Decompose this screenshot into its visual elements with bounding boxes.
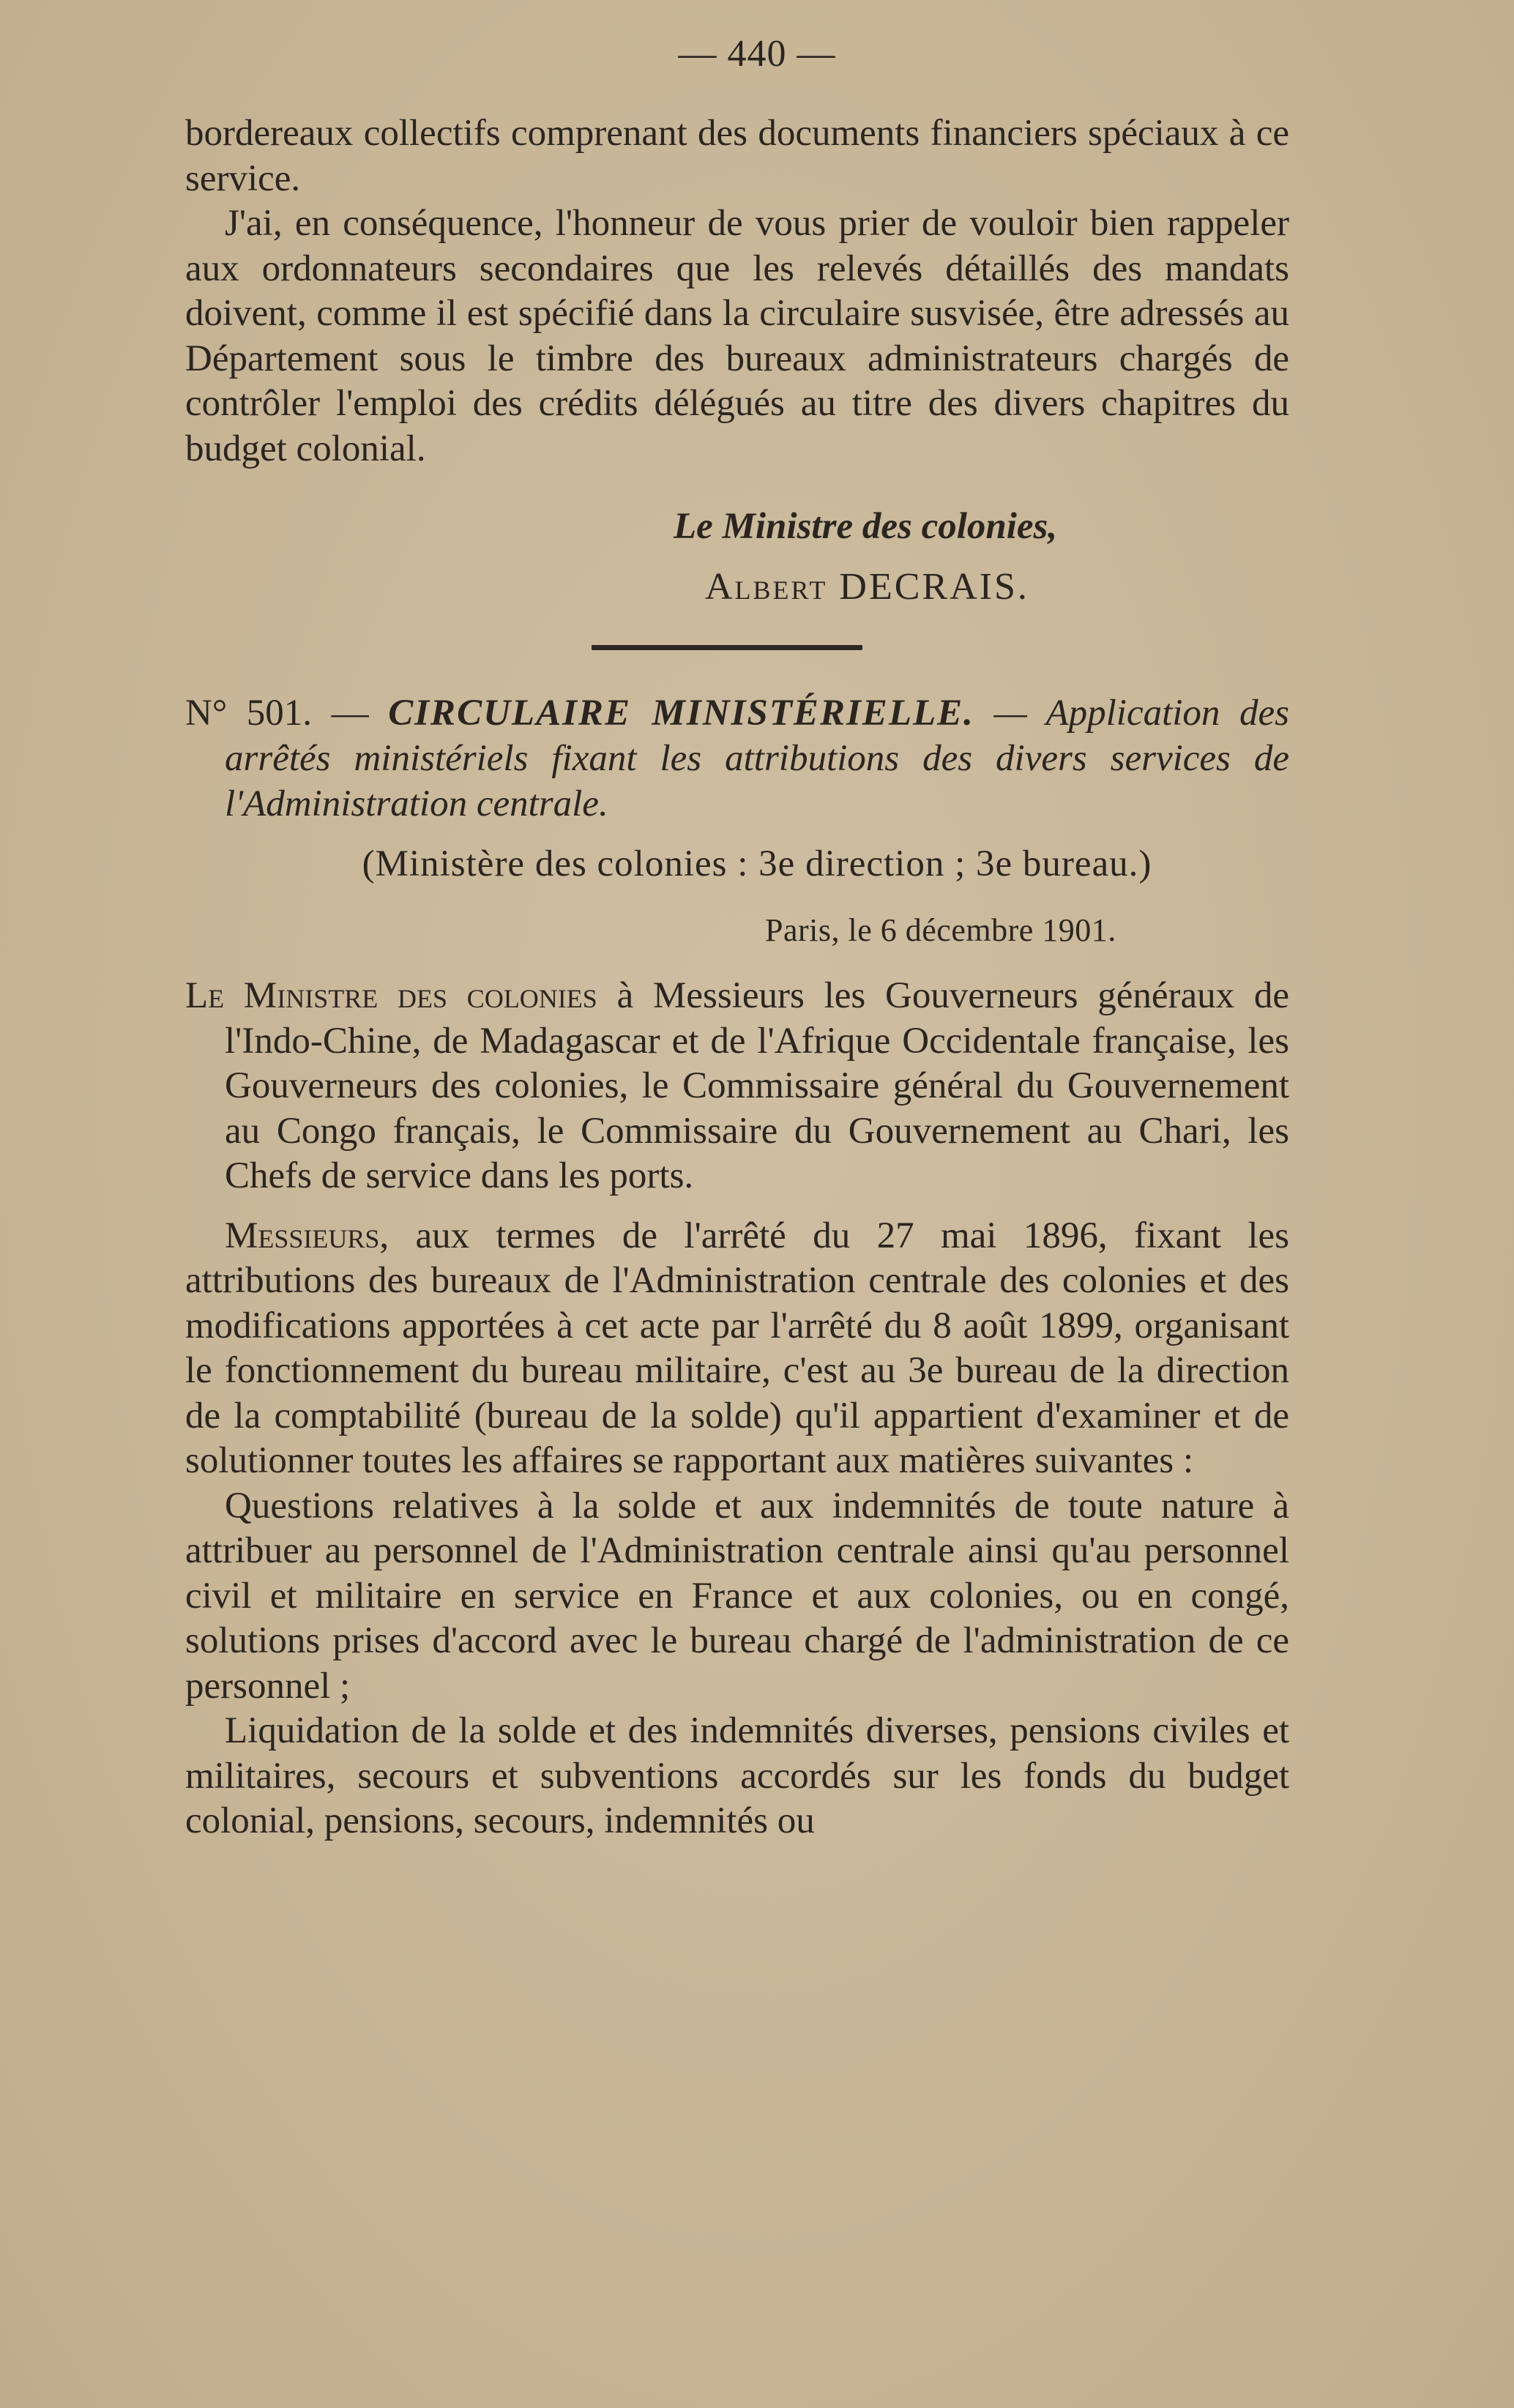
circular-date: Paris, le 6 décembre 1901.	[765, 912, 1116, 948]
signature-title: Le Ministre des colonies,	[674, 506, 1058, 547]
body-text-1: , aux termes de l'arrêté du 27 mai 1896, fixant les attributions des bureaux de l'Administration centrale des colonies et des modifications apportées à cet acte par l'arrêté du 8 août 1899, organisant le fonctionnement du bureau militaire, c'est au 3e bureau de la direction de la comptabilité (bureau de la solde) qu'il appartient d'examiner et de solutionner toutes les affaires se rapportant aux matières suivantes :	[185, 1215, 1289, 1481]
circular-number: N° 501.	[185, 693, 313, 734]
sender: Le Ministre des colonies	[185, 975, 597, 1016]
addressees: à Messieurs les Gouverneurs généraux de l'Indo-Chine, de Madagascar et de l'Afrique Occidentale française, les Gouverneurs des colonies, le Commissaire général du Gouvernement au Congo français, le Commissaire du Gouvernement au Chari, les Chefs de service dans les ports.	[225, 975, 1289, 1196]
paragraph-continuation: bordereaux collectifs comprenant des documents financiers spéciaux à ce service.	[185, 113, 1289, 199]
circular-subject: — Application des arrêtés ministériels fixant les attributions des divers services de l'Administration centrale.	[225, 693, 1289, 824]
page-number: — 440 —	[678, 33, 836, 75]
salutation: Messieurs	[225, 1215, 380, 1256]
circular-title	[185, 690, 1289, 827]
circular-body	[185, 974, 1289, 1844]
body-paragraph-2: Questions relatives à la solde et aux indemnités de toute nature à attribuer au personnel de l'Administration centrale ainsi qu'au personnel civil et militaire en service en France et aux colonies, ou en congé, solutions prises d'accord avec le bureau chargé de l'administration de ce personnel ;	[185, 1485, 1289, 1707]
ministry-reference: (Ministère des colonies : 3e direction ; 3e bureau.)	[362, 843, 1152, 884]
circular-heading-text: CIRCULAIRE MINISTÉRIELLE.	[388, 693, 974, 734]
body-paragraph-3: Liquidation de la solde et des indemnités diverses, pensions civiles et militaires, secours et subventions accordés sur les fonds du budget colonial, pensions, secours, indemnités ou	[185, 1710, 1289, 1841]
signature-name: Albert DECRAIS.	[705, 566, 1029, 608]
section-divider	[592, 645, 862, 650]
body-paragraph-1	[185, 1214, 1289, 1484]
circular-dash: —	[312, 693, 389, 734]
intro-section	[185, 111, 1289, 471]
circular-heading	[185, 690, 1289, 827]
addressee-paragraph	[185, 974, 1289, 1199]
paragraph-request: J'ai, en conséquence, l'honneur de vous prier de vouloir bien rappeler aux ordonnateurs secondaires que les relevés détaillés des mandats doivent, comme il est spécifié dans la circulaire susvisée, être adressés au Département sous le timbre des bureaux administrateurs chargés de contrôler l'emploi des crédits délégués au titre des divers chapitres du budget colonial.	[185, 203, 1289, 469]
